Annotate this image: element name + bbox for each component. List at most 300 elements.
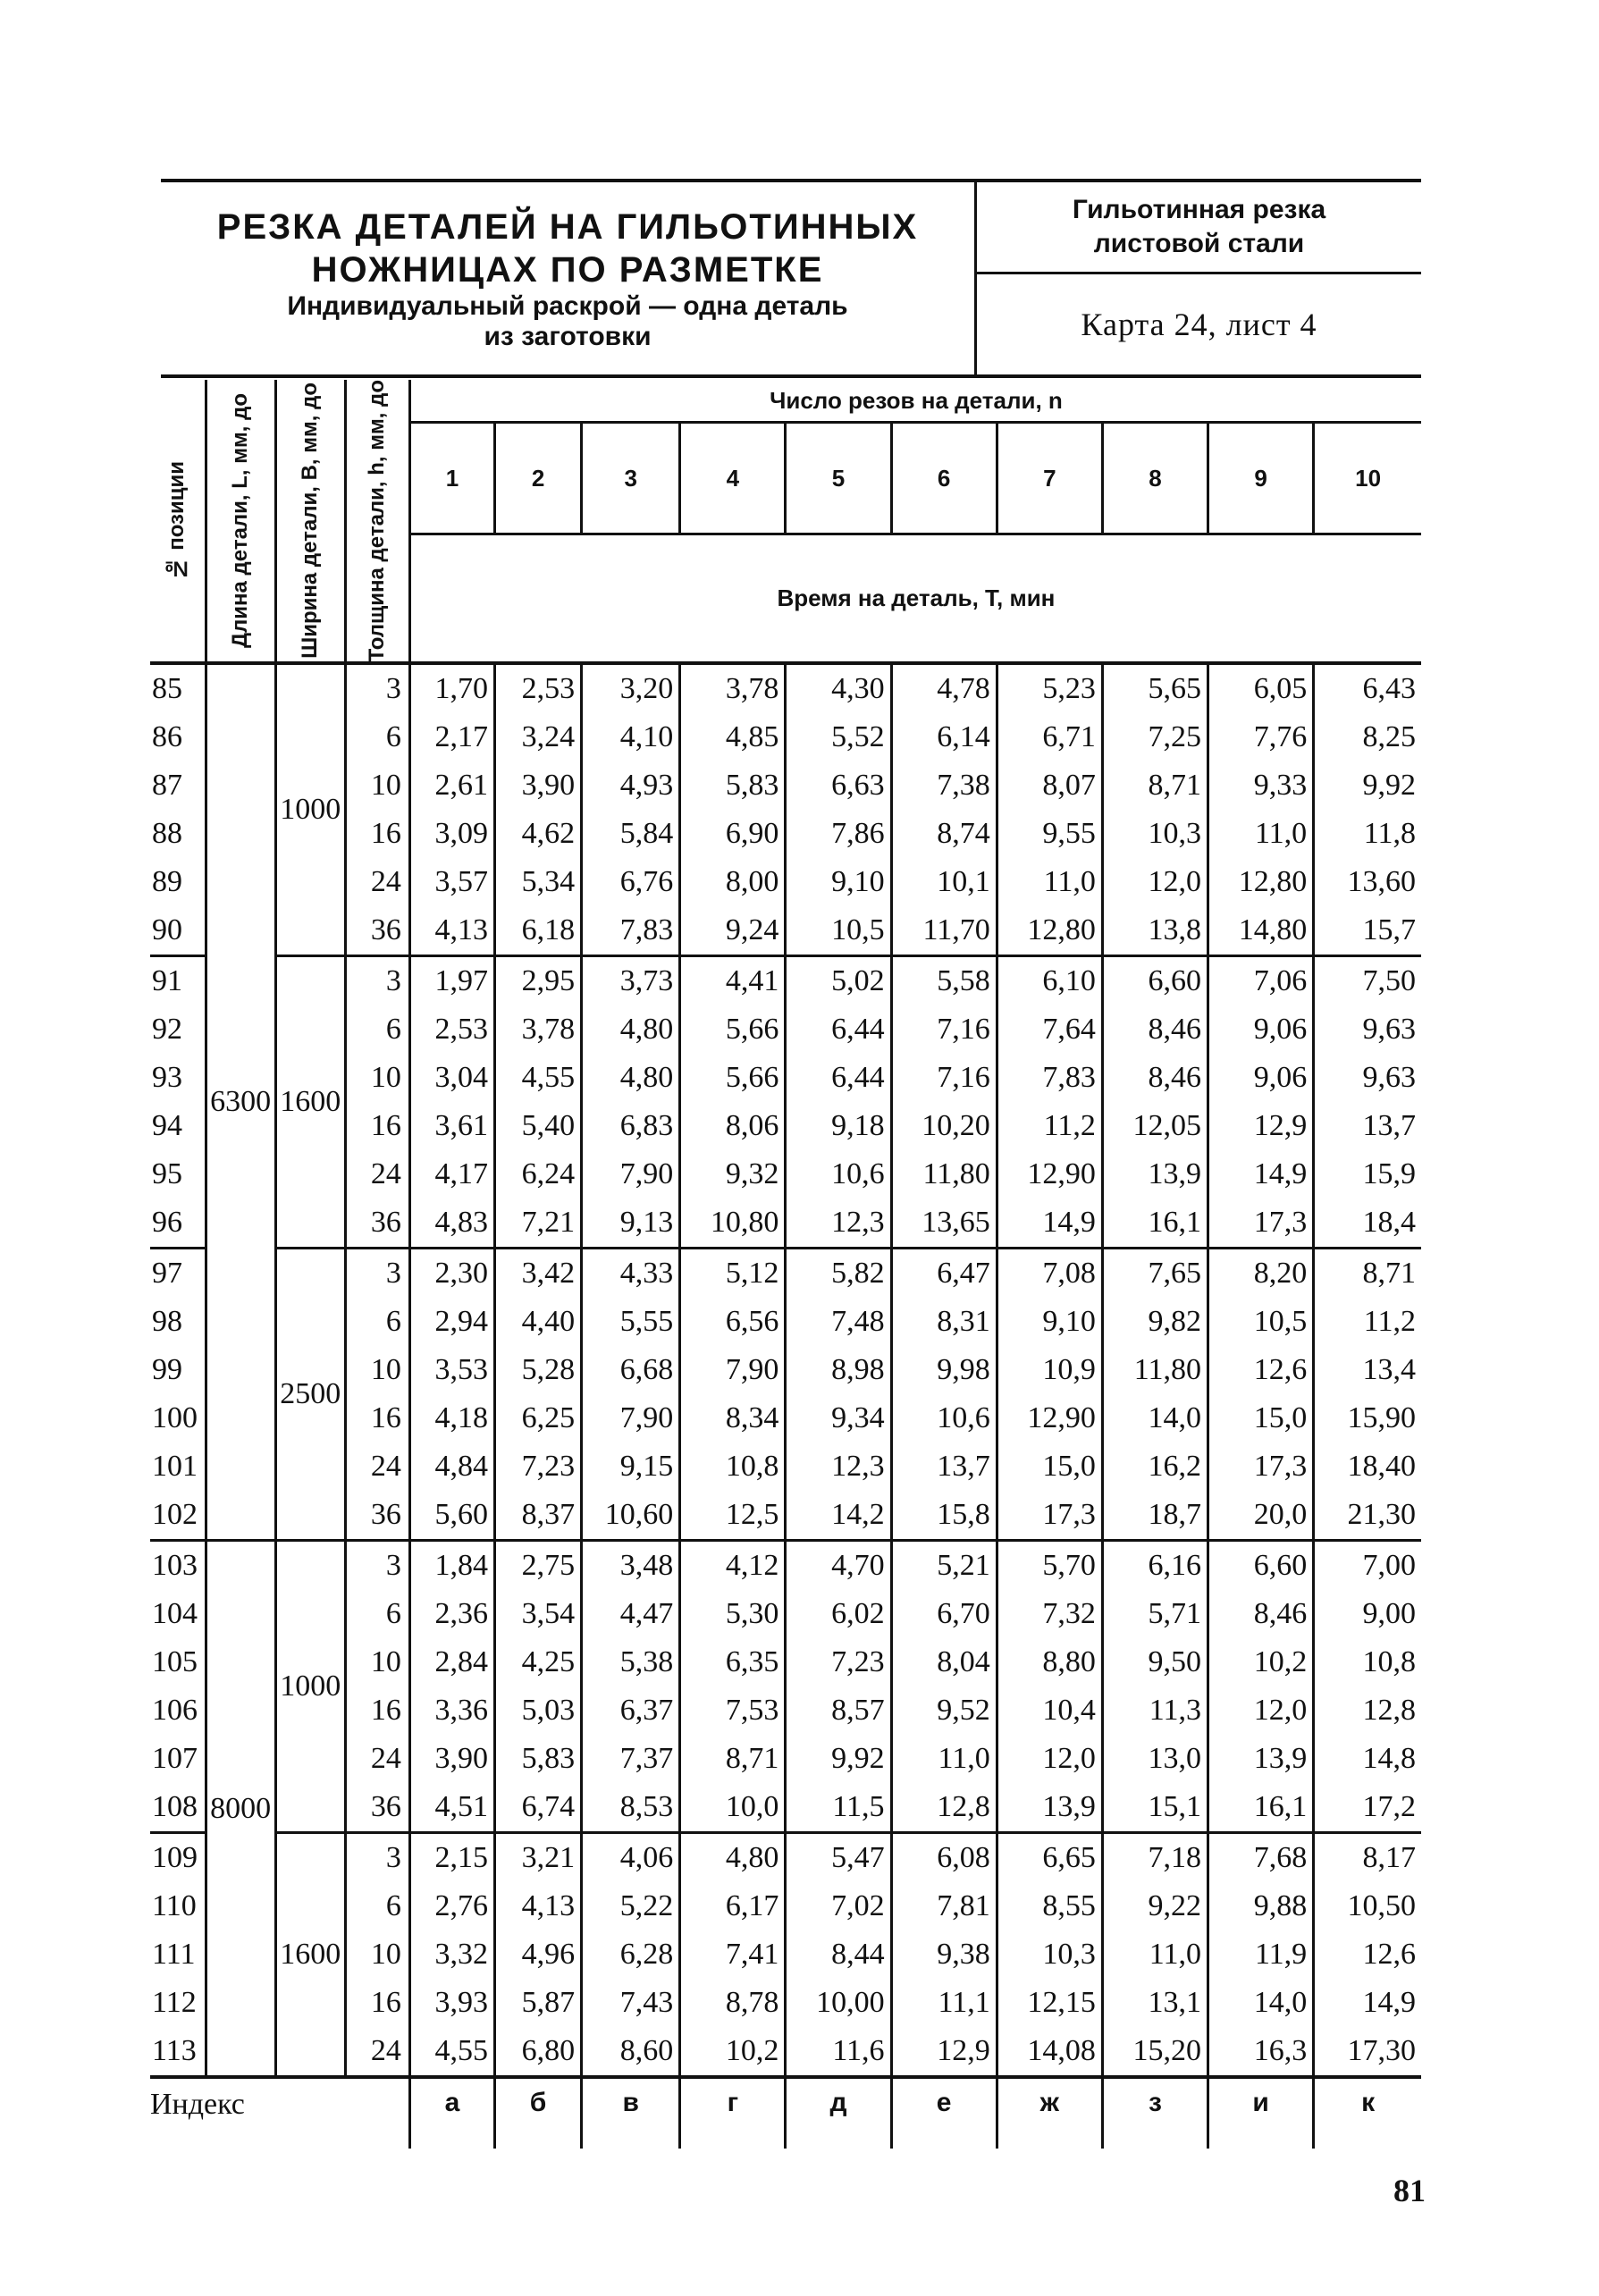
time-value-cell: 8,07: [997, 761, 1102, 810]
table-row: [150, 1541, 1421, 1591]
time-value-cell: 17,3: [997, 1491, 1102, 1541]
time-value-cell: 11,0: [891, 1735, 997, 1783]
time-value-cell: 12,3: [786, 1442, 891, 1491]
time-value-cell: 11,6: [786, 2027, 891, 2077]
index-letter: и: [1208, 2077, 1314, 2149]
time-value-cell: 9,38: [891, 1930, 997, 1979]
time-value-cell: 6,17: [680, 1882, 786, 1930]
time-value-cell: 4,25: [494, 1638, 581, 1686]
time-value-cell: 4,10: [582, 713, 680, 761]
index-letter: б: [494, 2077, 581, 2149]
time-value-cell: 12,6: [1208, 1346, 1314, 1394]
table-body: [150, 663, 1421, 2077]
time-value-cell: 6,68: [582, 1346, 680, 1394]
cut-number-7: 7: [997, 423, 1102, 534]
time-value-cell: 4,80: [680, 1833, 786, 1883]
time-value-cell: 1,84: [409, 1541, 494, 1591]
time-value-cell: 13,4: [1314, 1346, 1421, 1394]
position-cell: 112: [152, 1986, 197, 2020]
thickness-cell: 24: [370, 1157, 401, 1191]
position-cell: 102: [150, 1491, 206, 1541]
time-value-cell: 16,1: [1102, 1198, 1208, 1249]
time-value-cell: 13,9: [997, 1783, 1102, 1833]
time-value-cell: 10,00: [786, 1979, 891, 2027]
time-value-cell: 9,06: [1208, 1054, 1314, 1102]
width-cell: 1600: [275, 1833, 345, 2078]
thickness-cell: 36: [345, 1783, 409, 1833]
time-value-cell: 8,74: [891, 810, 997, 858]
time-value-cell: 9,63: [1314, 1005, 1421, 1054]
time-value-cell: 11,9: [1208, 1930, 1314, 1979]
time-value-cell: 7,48: [786, 1298, 891, 1346]
time-value-cell: 7,90: [582, 1150, 680, 1198]
time-value-cell: 7,76: [1208, 713, 1314, 761]
time-value-cell: 4,96: [494, 1930, 581, 1979]
thickness-cell: 24: [370, 1450, 401, 1484]
length-cell: 8000: [206, 1541, 275, 2078]
time-value-cell: 4,55: [494, 1054, 581, 1102]
time-value-cell: 3,53: [409, 1346, 494, 1394]
time-value-cell: 9,06: [1208, 1005, 1314, 1054]
time-value-cell: 7,18: [1102, 1833, 1208, 1883]
time-value-cell: 9,22: [1102, 1882, 1208, 1930]
time-value-cell: 16,2: [1102, 1442, 1208, 1491]
thickness-cell: 24: [370, 2034, 401, 2068]
position-cell: 93: [152, 1061, 182, 1095]
cut-number-4: 4: [680, 423, 786, 534]
thickness-cell: 3: [385, 1257, 401, 1291]
title-line-1: РЕЗКА ДЕТАЛЕЙ НА ГИЛЬОТИННЫХ: [216, 206, 919, 247]
time-value-cell: 20,0: [1208, 1491, 1314, 1541]
thickness-cell: 36: [345, 1491, 409, 1541]
col-width-header: Ширина детали, B, мм, до: [275, 380, 345, 663]
position-cell: 96: [150, 1198, 206, 1249]
subtitle-line-2: из заготовки: [484, 321, 652, 351]
time-value-cell: 10,8: [680, 1442, 786, 1491]
time-value-cell: 6,76: [582, 858, 680, 906]
thickness-cell: 6: [385, 1305, 401, 1339]
time-value-cell: 2,84: [409, 1638, 494, 1686]
time-value-cell: 12,9: [891, 2027, 997, 2077]
time-value-cell: 3,93: [409, 1979, 494, 2027]
time-value-cell: 10,5: [1208, 1298, 1314, 1346]
time-value-cell: 7,37: [582, 1735, 680, 1783]
time-value-cell: 7,23: [786, 1638, 891, 1686]
time-value-cell: 6,90: [680, 810, 786, 858]
time-value-cell: 3,04: [409, 1054, 494, 1102]
thickness-cell: 3: [385, 1549, 401, 1583]
time-value-cell: 9,15: [582, 1442, 680, 1491]
time-value-cell: 5,66: [680, 1054, 786, 1102]
time-value-cell: 14,9: [1208, 1150, 1314, 1198]
time-value-cell: 4,33: [582, 1249, 680, 1299]
position-cell: 107: [152, 1742, 198, 1776]
thickness-cell: 6: [385, 1013, 401, 1047]
time-value-cell: 9,00: [1314, 1590, 1421, 1638]
time-value-cell: 10,8: [1314, 1638, 1421, 1686]
thickness-cell: 36: [345, 906, 409, 956]
index-letter: ж: [997, 2077, 1102, 2149]
time-value-cell: 13,9: [1102, 1150, 1208, 1198]
time-value-cell: 8,44: [786, 1930, 891, 1979]
time-value-cell: 4,18: [409, 1394, 494, 1442]
time-value-cell: 12,0: [1208, 1686, 1314, 1735]
time-value-cell: 7,68: [1208, 1833, 1314, 1883]
time-value-cell: 9,13: [582, 1198, 680, 1249]
time-value-cell: 6,25: [494, 1394, 581, 1442]
time-value-cell: 11,1: [891, 1979, 997, 2027]
time-value-cell: 3,57: [409, 858, 494, 906]
time-value-cell: 7,41: [680, 1930, 786, 1979]
cut-number-9: 9: [1208, 423, 1314, 534]
thickness-cell: 6: [385, 720, 401, 754]
time-value-cell: 3,73: [582, 956, 680, 1006]
thickness-cell: 6: [385, 1889, 401, 1923]
thickness-cell: 16: [370, 1694, 401, 1728]
length-cell: 6300: [206, 663, 275, 1541]
time-value-cell: 4,13: [409, 906, 494, 956]
time-value-cell: 12,8: [1314, 1686, 1421, 1735]
time-value-cell: 6,14: [891, 713, 997, 761]
time-value-cell: 7,90: [582, 1394, 680, 1442]
time-value-cell: 3,90: [494, 761, 581, 810]
time-value-cell: 4,78: [891, 663, 997, 713]
section-line-2: листовой стали: [1093, 229, 1305, 258]
time-value-cell: 17,3: [1208, 1198, 1314, 1249]
time-value-cell: 13,7: [891, 1442, 997, 1491]
index-letter: д: [786, 2077, 891, 2149]
time-value-cell: 10,2: [680, 2027, 786, 2077]
time-value-cell: 7,21: [494, 1198, 581, 1249]
time-value-cell: 11,70: [891, 906, 997, 956]
page-number: 81: [1393, 2173, 1426, 2208]
time-value-cell: 12,5: [680, 1491, 786, 1541]
time-value-cell: 5,84: [582, 810, 680, 858]
time-value-cell: 9,88: [1208, 1882, 1314, 1930]
time-value-cell: 13,0: [1102, 1735, 1208, 1783]
thickness-cell: 16: [370, 817, 401, 851]
time-value-cell: 15,7: [1314, 906, 1421, 956]
thickness-cell: 10: [370, 1645, 401, 1679]
time-value-cell: 9,33: [1208, 761, 1314, 810]
position-cell: 101: [152, 1450, 198, 1484]
time-value-cell: 6,71: [997, 713, 1102, 761]
time-value-cell: 3,36: [409, 1686, 494, 1735]
time-value-cell: 5,30: [680, 1590, 786, 1638]
time-value-cell: 11,0: [997, 858, 1102, 906]
time-value-cell: 18,40: [1314, 1442, 1421, 1491]
time-value-cell: 8,46: [1208, 1590, 1314, 1638]
cut-number-5: 5: [786, 423, 891, 534]
thickness-cell: 3: [385, 964, 401, 998]
time-value-cell: 8,31: [891, 1298, 997, 1346]
time-value-cell: 6,02: [786, 1590, 891, 1638]
thickness-cell: 10: [370, 1938, 401, 1972]
time-value-cell: 4,12: [680, 1541, 786, 1591]
header-title-block: [161, 182, 974, 374]
time-value-cell: 6,56: [680, 1298, 786, 1346]
time-value-cell: 5,40: [494, 1102, 581, 1150]
time-value-cell: 15,20: [1102, 2027, 1208, 2077]
time-value-cell: 12,8: [891, 1783, 997, 1833]
width-cell: 1000: [275, 1541, 345, 1833]
time-value-cell: 2,53: [409, 1005, 494, 1054]
time-value-cell: 4,93: [582, 761, 680, 810]
time-value-cell: 1,97: [409, 956, 494, 1006]
time-value-cell: 11,0: [1208, 810, 1314, 858]
thickness-cell: 3: [385, 1841, 401, 1875]
time-value-cell: 12,15: [997, 1979, 1102, 2027]
time-value-cell: 10,5: [786, 906, 891, 956]
time-value-cell: 16,3: [1208, 2027, 1314, 2077]
time-value-cell: 11,8: [1314, 810, 1421, 858]
time-value-cell: 6,60: [1102, 956, 1208, 1006]
time-value-cell: 10,3: [997, 1930, 1102, 1979]
position-cell: 108: [150, 1783, 206, 1833]
position-cell: 97: [152, 1257, 182, 1291]
position-cell: 104: [152, 1597, 198, 1631]
cuts-title: Число резов на детали, n: [409, 380, 1421, 423]
time-value-cell: 15,1: [1102, 1783, 1208, 1833]
time-value-cell: 2,17: [409, 713, 494, 761]
time-value-cell: 11,3: [1102, 1686, 1208, 1735]
cut-number-3: 3: [582, 423, 680, 534]
time-value-cell: 11,2: [1314, 1298, 1421, 1346]
thickness-cell: 16: [370, 1109, 401, 1143]
time-value-cell: 7,81: [891, 1882, 997, 1930]
position-cell: 88: [152, 817, 182, 851]
time-value-cell: 4,80: [582, 1054, 680, 1102]
position-cell: 111: [152, 1938, 196, 1972]
time-value-cell: 5,23: [997, 663, 1102, 713]
time-value-cell: 5,71: [1102, 1590, 1208, 1638]
index-letter: к: [1314, 2077, 1421, 2149]
time-value-cell: 6,35: [680, 1638, 786, 1686]
time-value-cell: 12,80: [1208, 858, 1314, 906]
subtitle-line-1: Индивидуальный раскрой — одна деталь: [287, 290, 848, 321]
time-value-cell: 9,52: [891, 1686, 997, 1735]
time-value-cell: 10,0: [680, 1783, 786, 1833]
time-value-cell: 11,80: [891, 1150, 997, 1198]
time-value-cell: 18,7: [1102, 1491, 1208, 1541]
thickness-cell: 16: [370, 1986, 401, 2020]
time-value-cell: 3,78: [680, 663, 786, 713]
time-value-cell: 5,22: [582, 1882, 680, 1930]
time-value-cell: 7,83: [582, 906, 680, 956]
time-value-cell: 14,8: [1314, 1735, 1421, 1783]
time-value-cell: 6,63: [786, 761, 891, 810]
time-value-cell: 1,70: [409, 663, 494, 713]
time-value-cell: 10,9: [997, 1346, 1102, 1394]
time-value-cell: 7,43: [582, 1979, 680, 2027]
position-cell: 94: [152, 1109, 182, 1143]
time-value-cell: 8,53: [582, 1783, 680, 1833]
index-row: [150, 2077, 1421, 2149]
time-value-cell: 6,70: [891, 1590, 997, 1638]
time-value-cell: 5,87: [494, 1979, 581, 2027]
position-cell: 95: [152, 1157, 182, 1191]
time-value-cell: 5,38: [582, 1638, 680, 1686]
thickness-cell: 36: [345, 1198, 409, 1249]
time-value-cell: 9,82: [1102, 1298, 1208, 1346]
time-value-cell: 15,9: [1314, 1150, 1421, 1198]
time-value-cell: 8,46: [1102, 1054, 1208, 1102]
time-value-cell: 12,6: [1314, 1930, 1421, 1979]
time-value-cell: 15,90: [1314, 1394, 1421, 1442]
time-value-cell: 3,20: [582, 663, 680, 713]
time-value-cell: 7,53: [680, 1686, 786, 1735]
time-value-cell: 14,80: [1208, 906, 1314, 956]
thickness-cell: 3: [385, 672, 401, 706]
time-value-cell: 3,09: [409, 810, 494, 858]
table-row: [150, 1833, 1421, 1883]
time-value-cell: 12,80: [997, 906, 1102, 956]
time-value-cell: 3,24: [494, 713, 581, 761]
card-number: Карта 24, лист 4: [1081, 307, 1317, 342]
time-value-cell: 17,30: [1314, 2027, 1421, 2077]
time-value-cell: 8,71: [1102, 761, 1208, 810]
thickness-cell: 10: [370, 1061, 401, 1095]
time-value-cell: 3,32: [409, 1930, 494, 1979]
time-value-cell: 5,83: [494, 1735, 581, 1783]
time-value-cell: 9,10: [997, 1298, 1102, 1346]
time-value-cell: 15,0: [1208, 1394, 1314, 1442]
time-value-cell: 6,44: [786, 1054, 891, 1102]
time-value-cell: 9,98: [891, 1346, 997, 1394]
cut-number-8: 8: [1102, 423, 1208, 534]
time-value-cell: 6,37: [582, 1686, 680, 1735]
time-value-cell: 7,32: [997, 1590, 1102, 1638]
time-value-cell: 9,24: [680, 906, 786, 956]
time-value-cell: 13,1: [1102, 1979, 1208, 2027]
thickness-cell: 24: [370, 1742, 401, 1776]
time-value-cell: 5,34: [494, 858, 581, 906]
time-value-cell: 5,28: [494, 1346, 581, 1394]
time-value-cell: 7,08: [997, 1249, 1102, 1299]
time-value-cell: 12,90: [997, 1394, 1102, 1442]
width-cell: 2500: [275, 1249, 345, 1541]
time-value-cell: 8,57: [786, 1686, 891, 1735]
time-value-cell: 6,47: [891, 1249, 997, 1299]
time-value-cell: 4,06: [582, 1833, 680, 1883]
position-cell: 86: [152, 720, 182, 754]
time-value-cell: 8,55: [997, 1882, 1102, 1930]
section-name: [977, 182, 1421, 274]
time-value-cell: 9,92: [786, 1735, 891, 1783]
position-cell: 99: [152, 1353, 182, 1387]
time-value-cell: 3,48: [582, 1541, 680, 1591]
time-value-cell: 15,0: [997, 1442, 1102, 1491]
time-value-cell: 7,65: [1102, 1249, 1208, 1299]
time-value-cell: 8,71: [1314, 1249, 1421, 1299]
time-value-cell: 4,80: [582, 1005, 680, 1054]
position-cell: 100: [152, 1401, 198, 1435]
time-value-cell: 7,06: [1208, 956, 1314, 1006]
time-value-cell: 7,23: [494, 1442, 581, 1491]
index-letter: з: [1102, 2077, 1208, 2149]
time-value-cell: 7,16: [891, 1005, 997, 1054]
time-value-cell: 5,47: [786, 1833, 891, 1883]
time-value-cell: 16,1: [1208, 1783, 1314, 1833]
time-value-cell: 10,50: [1314, 1882, 1421, 1930]
index-letter: е: [891, 2077, 997, 2149]
time-value-cell: 4,51: [409, 1783, 494, 1833]
position-cell: 90: [150, 906, 206, 956]
time-value-cell: 6,08: [891, 1833, 997, 1883]
thickness-cell: 16: [370, 1401, 401, 1435]
time-value-cell: 5,83: [680, 761, 786, 810]
time-value-cell: 4,41: [680, 956, 786, 1006]
time-value-cell: 2,61: [409, 761, 494, 810]
time-value-cell: 12,9: [1208, 1102, 1314, 1150]
width-cell: 1000: [275, 663, 345, 956]
time-value-cell: 6,74: [494, 1783, 581, 1833]
time-value-cell: 4,17: [409, 1150, 494, 1198]
time-value-cell: 5,82: [786, 1249, 891, 1299]
time-value-cell: 4,13: [494, 1882, 581, 1930]
time-value-cell: 7,38: [891, 761, 997, 810]
cut-number-2: 2: [494, 423, 581, 534]
time-value-cell: 2,76: [409, 1882, 494, 1930]
time-value-cell: 7,86: [786, 810, 891, 858]
position-cell: 85: [152, 672, 182, 706]
time-value-cell: 8,17: [1314, 1833, 1421, 1883]
time-value-cell: 3,61: [409, 1102, 494, 1150]
time-value-cell: 8,06: [680, 1102, 786, 1150]
time-value-cell: 4,84: [409, 1442, 494, 1491]
time-value-cell: 6,43: [1314, 663, 1421, 713]
time-value-cell: 18,4: [1314, 1198, 1421, 1249]
time-value-cell: 9,18: [786, 1102, 891, 1150]
time-value-cell: 9,92: [1314, 761, 1421, 810]
time-value-cell: 8,71: [680, 1735, 786, 1783]
time-value-cell: 13,65: [891, 1198, 997, 1249]
time-value-cell: 7,64: [997, 1005, 1102, 1054]
time-value-cell: 8,25: [1314, 713, 1421, 761]
time-value-cell: 8,78: [680, 1979, 786, 2027]
time-value-cell: 4,40: [494, 1298, 581, 1346]
time-value-cell: 11,80: [1102, 1346, 1208, 1394]
index-letter: а: [409, 2077, 494, 2149]
thickness-cell: 10: [370, 769, 401, 803]
position-cell: 113: [152, 2034, 197, 2068]
time-value-cell: 14,2: [786, 1491, 891, 1541]
time-value-cell: 3,54: [494, 1590, 581, 1638]
time-value-cell: 4,83: [409, 1198, 494, 1249]
time-value-cell: 4,85: [680, 713, 786, 761]
time-value-cell: 10,20: [891, 1102, 997, 1150]
time-value-cell: 6,10: [997, 956, 1102, 1006]
time-value-cell: 2,75: [494, 1541, 581, 1591]
time-value-cell: 6,05: [1208, 663, 1314, 713]
time-value-cell: 7,83: [997, 1054, 1102, 1102]
time-value-cell: 10,1: [891, 858, 997, 906]
time-value-cell: 9,50: [1102, 1638, 1208, 1686]
time-value-cell: 4,70: [786, 1541, 891, 1591]
position-cell: 87: [152, 769, 182, 803]
time-value-cell: 13,7: [1314, 1102, 1421, 1150]
index-letter: г: [680, 2077, 786, 2149]
time-value-cell: 8,00: [680, 858, 786, 906]
time-value-cell: 17,2: [1314, 1783, 1421, 1833]
header-card-block: [974, 182, 1421, 374]
table-row: [150, 956, 1421, 1006]
thickness-cell: 6: [385, 1597, 401, 1631]
time-value-cell: 2,94: [409, 1298, 494, 1346]
time-value-cell: 13,60: [1314, 858, 1421, 906]
time-value-cell: 5,60: [409, 1491, 494, 1541]
time-value-cell: 3,90: [409, 1735, 494, 1783]
